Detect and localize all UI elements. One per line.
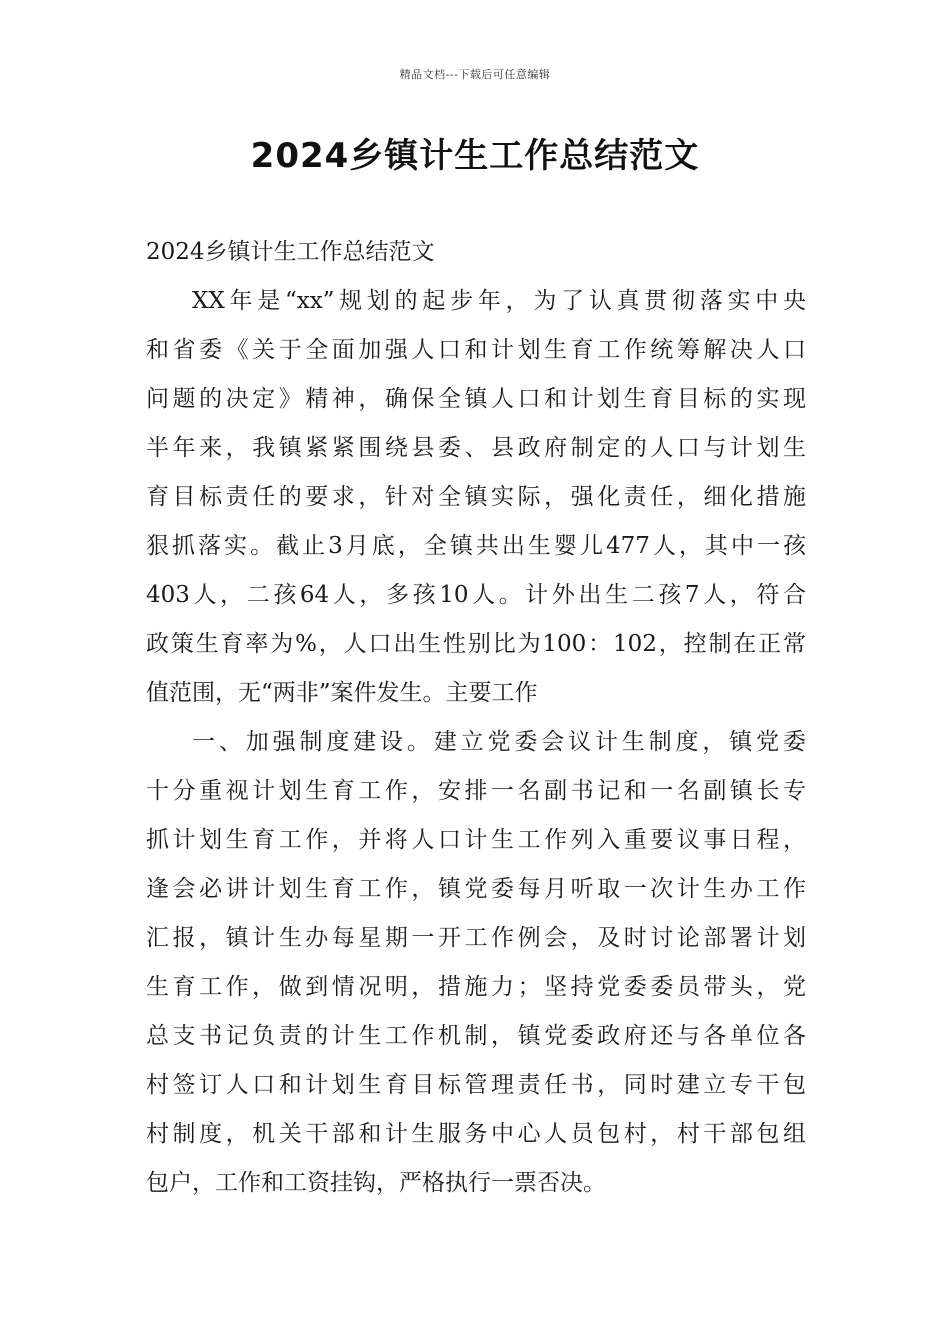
text-line: 问题的决定》精神，确保全镇人口和计划生育目标的实现 (146, 386, 806, 412)
document-subtitle: 2024乡镇计生工作总结范文 (146, 239, 435, 265)
text-line: 包户，工作和工资挂钩，严格执行一票否决。 (146, 1170, 606, 1196)
text-line: 狠抓落实。截止3月底，全镇共出生婴儿477人，其中一孩 (146, 533, 806, 559)
text-line: 村签订人口和计划生育目标管理责任书，同时建立专干包 (146, 1072, 806, 1098)
document-title: 2024乡镇计生工作总结范文 (250, 136, 700, 176)
text-line: 403人，二孩64人，多孩10人。计外出生二孩7人，符合 (146, 582, 806, 608)
text-line: 抓计划生育工作，并将人口计生工作列入重要议事日程， (146, 827, 806, 853)
text-line: 逢会必讲计划生育工作，镇党委每月听取一次计生办工作 (146, 876, 806, 902)
text-line: 政策生育率为%，人口出生性别比为100：102，控制在正常 (146, 631, 806, 657)
document-body (146, 228, 806, 1208)
text-line: 村制度，机关干部和计生服务中心人员包村，村干部包组 (146, 1121, 806, 1147)
text-line: 十分重视计划生育工作，安排一名副书记和一名副镇长专 (146, 778, 806, 804)
text-line: 育目标责任的要求，针对全镇实际，强化责任，细化措施 (146, 484, 806, 510)
text-line: XX年是“xx”规划的起步年，为了认真贯彻落实中央 (192, 288, 806, 314)
paragraph-section-one (146, 718, 806, 1208)
text-line: 汇报，镇计生办每星期一开工作例会，及时讨论部署计划 (146, 925, 806, 951)
text-line: 半年来，我镇紧紧围绕县委、县政府制定的人口与计划生 (146, 435, 806, 461)
text-line: 生育工作，做到情况明，措施力；坚持党委委员带头，党 (146, 974, 806, 1000)
text-line: 和省委《关于全面加强人口和计划生育工作统筹解决人口 (146, 337, 806, 363)
page-header: 精品文档---下载后可任意编辑 (399, 68, 551, 81)
text-line: 总支书记负责的计生工作机制，镇党委政府还与各单位各 (146, 1023, 806, 1049)
text-line: 一、加强制度建设。建立党委会议计生制度，镇党委 (192, 729, 806, 755)
text-line: 值范围，无“两非”案件发生。主要工作 (146, 680, 538, 706)
paragraph-intro (146, 277, 806, 718)
